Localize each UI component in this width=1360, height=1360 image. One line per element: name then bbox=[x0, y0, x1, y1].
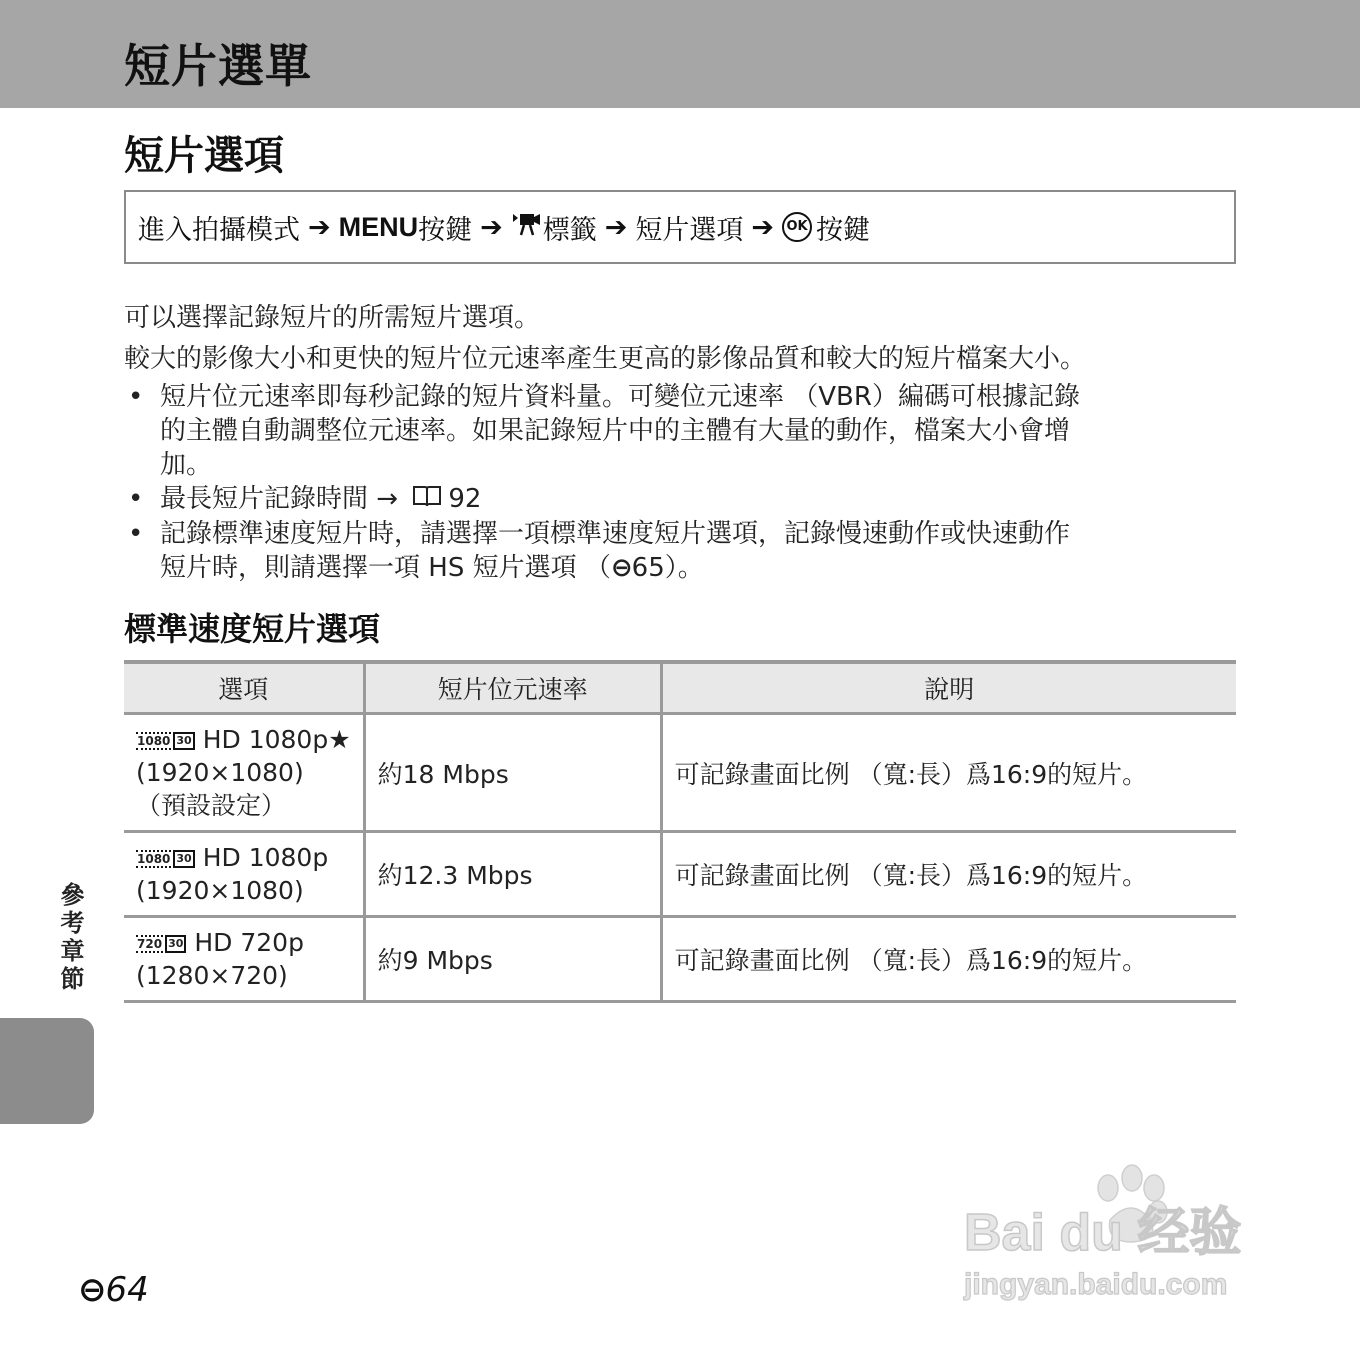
option-name: HD 1080p bbox=[202, 843, 329, 872]
description-cell: 可記錄畫面比例 （寬:長）爲16:9的短片。 bbox=[661, 714, 1236, 832]
frame-rate-icon: 30 bbox=[165, 935, 186, 953]
bullet-item-hs-options: • 記錄標準速度短片時，請選擇一項標準速度短片選項，記錄慢速動作或快速動作 短片時，則請選擇一項 HS 短片選項 （⊖65）。 bbox=[128, 518, 1071, 583]
bullet-item-bitrate: • 短片位元速率即每秒記錄的短片資料量。可變位元速率 （VBR）編碼可根據記錄 的主體自動調整位元速率。如果記錄短片中的主體有大量的動作，檔案大小會增 加。 bbox=[128, 382, 1080, 480]
option-cell bbox=[124, 714, 364, 832]
bullet-line: 短片時，則請選擇一項 HS 短片選項 （ bbox=[160, 552, 611, 583]
bullet-line: 短片位元速率即每秒記錄的短片資料量。可變位元速率 （VBR）編碼可根據記錄 bbox=[160, 382, 1080, 412]
arrow-icon: ➔ bbox=[751, 211, 774, 243]
table-header-row bbox=[124, 662, 1236, 714]
intro-line-2: 較大的影像大小和更快的短片位元速率產生更高的影像品質和較大的短片檔案大小。 bbox=[124, 344, 1087, 374]
option-cell bbox=[124, 917, 364, 1002]
option-name: HD 720p bbox=[194, 928, 304, 957]
menu-path-step-ok-button: 按鍵 bbox=[816, 214, 870, 246]
menu-path-step-movie-options: 短片選項 bbox=[635, 214, 744, 246]
menu-path-step-tab: 標籤 bbox=[542, 214, 597, 246]
option-cell bbox=[124, 832, 364, 917]
resolution-icon: 1080 bbox=[137, 734, 171, 748]
description-cell: 可記錄畫面比例 （寬:長）爲16:9的短片。 bbox=[661, 832, 1236, 917]
watermark-url: jingyan.baidu.com bbox=[964, 1268, 1228, 1301]
reference-section-icon: ⊖ bbox=[610, 552, 630, 583]
chapter-title: 短片選單 bbox=[124, 39, 312, 93]
bitrate-cell: 約9 Mbps bbox=[364, 917, 661, 1002]
arrow-icon: ➔ bbox=[604, 211, 628, 243]
intro-line-1: 可以選擇記錄短片的所需短片選項。 bbox=[124, 303, 541, 333]
bullet-line: 記錄標準速度短片時，請選擇一項標準速度短片選項，記錄慢速動作或快速動作 bbox=[160, 518, 1071, 549]
option-resolution: (1280×720) bbox=[136, 961, 288, 990]
movie-tab-icon bbox=[511, 211, 541, 244]
option-resolution: (1920×1080) bbox=[136, 758, 304, 787]
resolution-icon: 1080 bbox=[137, 852, 171, 866]
bitrate-cell: 約18 Mbps bbox=[364, 714, 661, 832]
menu-path-box bbox=[124, 190, 1236, 264]
table-row bbox=[124, 917, 1236, 1002]
ok-button-icon: OK bbox=[782, 212, 812, 242]
table-row bbox=[124, 714, 1236, 832]
bullet-item-max-time: • 最長短片記錄時間 → 92 bbox=[124, 482, 1234, 517]
bullet-line: 加。 bbox=[160, 450, 213, 480]
menu-key-label: MENU bbox=[338, 211, 419, 242]
arrow-icon: ➔ bbox=[308, 211, 331, 243]
bitrate-cell: 約12.3 Mbps bbox=[364, 832, 661, 917]
column-header-description: 說明 bbox=[661, 662, 1236, 714]
bullet-line: 的主體自動調整位元速率。如果記錄短片中的主體有大量的動作，檔案大小會增 bbox=[160, 416, 1071, 446]
menu-path-step-button: 按鍵 bbox=[418, 214, 473, 246]
page-number: ⊖64 bbox=[78, 1270, 149, 1310]
option-name: HD 1080p★ bbox=[202, 725, 351, 754]
resolution-icon: 720 bbox=[137, 937, 163, 951]
column-header-option: 選項 bbox=[124, 662, 364, 714]
reference-section-icon: ⊖ bbox=[78, 1270, 104, 1310]
menu-path-step-shooting-mode: 進入拍攝模式 bbox=[138, 214, 300, 246]
arrow-icon: ➔ bbox=[480, 211, 503, 243]
bullet-text: 最長短片記錄時間 → bbox=[160, 484, 407, 514]
frame-rate-icon: 30 bbox=[173, 732, 194, 750]
frame-rate-icon: 30 bbox=[173, 850, 194, 868]
watermark-brand: Bai du 经验 bbox=[964, 1204, 1242, 1262]
subsection-title: 標準速度短片選項 bbox=[124, 610, 381, 648]
side-chapter-tab bbox=[0, 1018, 94, 1124]
bullet-list bbox=[124, 380, 1234, 585]
bullet-line-end: ）。 bbox=[664, 552, 704, 583]
option-resolution: (1920×1080) bbox=[136, 876, 304, 905]
column-header-bitrate: 短片位元速率 bbox=[364, 662, 661, 714]
description-cell: 可記錄畫面比例 （寬:長）爲16:9的短片。 bbox=[661, 917, 1236, 1002]
side-chapter-label: 參考章節 bbox=[56, 882, 84, 994]
baidu-watermark bbox=[960, 1158, 1280, 1308]
movie-options-table bbox=[124, 660, 1236, 1003]
option-note: （預設設定） bbox=[136, 791, 287, 820]
page-reference[interactable]: 92 bbox=[448, 484, 482, 514]
book-reference-icon bbox=[412, 483, 442, 517]
table-row bbox=[124, 832, 1236, 917]
page-reference[interactable]: 65 bbox=[631, 552, 665, 583]
section-title: 短片選項 bbox=[124, 133, 284, 179]
